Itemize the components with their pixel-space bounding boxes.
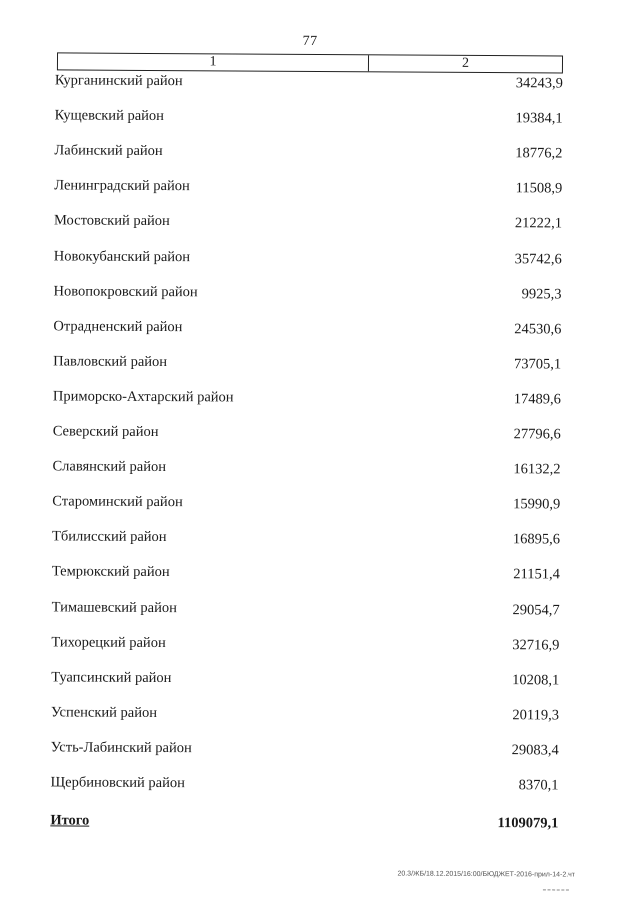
- table-row: [52, 492, 560, 515]
- district-name: Мостовский район: [53, 212, 170, 230]
- page-number: 77: [302, 33, 318, 49]
- district-name: Щербиновский район: [50, 774, 185, 792]
- district-value: 29054,7: [512, 601, 560, 618]
- district-name: Новопокровский район: [53, 282, 198, 300]
- district-value: 27796,6: [513, 426, 561, 443]
- district-value: 21151,4: [513, 566, 560, 583]
- district-name: Курганинский район: [54, 72, 183, 90]
- district-name: Староминский район: [52, 493, 183, 511]
- district-value: 24530,6: [514, 320, 562, 338]
- district-value: 18776,2: [515, 145, 563, 162]
- table-header-col-2: 2: [461, 55, 470, 71]
- district-value: 16132,2: [513, 461, 561, 478]
- district-name: Тимашевский район: [51, 598, 177, 616]
- district-value: 11508,9: [515, 180, 563, 197]
- table-row: [54, 281, 562, 304]
- district-value: 29083,4: [511, 742, 559, 759]
- table-row: [52, 456, 560, 479]
- table-row: [52, 562, 560, 585]
- table-row: [51, 772, 559, 795]
- footer-file-reference: 20.3/ЖБ/18.12.2015/16:00/БЮДЖЕТ-2016-прил-14-2.чт: [397, 870, 576, 879]
- district-name: Тбилисский район: [52, 528, 167, 546]
- district-name: Усть-Лабинский район: [50, 739, 192, 757]
- table-row: [53, 386, 561, 409]
- table-row: [51, 667, 559, 690]
- district-name: Успенский район: [50, 704, 158, 721]
- total-label: Итого: [50, 812, 90, 829]
- district-name: Лабинский район: [54, 142, 163, 160]
- table-row: [53, 351, 561, 374]
- district-name: Кущевский район: [54, 107, 164, 125]
- district-value: 15990,9: [513, 496, 561, 513]
- district-name: Темрюкский район: [51, 563, 170, 581]
- district-value: 34243,9: [515, 75, 563, 92]
- table-row: [51, 737, 559, 760]
- district-value: 73705,1: [513, 355, 562, 373]
- district-value: 32716,9: [512, 636, 560, 654]
- district-name: Туапсинский район: [51, 669, 172, 686]
- table-header-col-1: 1: [58, 53, 369, 71]
- district-value: 21222,1: [514, 215, 563, 232]
- total-value: 1109079,1: [497, 815, 559, 832]
- table-row: [55, 70, 563, 93]
- district-value: 20119,3: [512, 706, 560, 724]
- table-row: [55, 105, 563, 128]
- table-row: [54, 176, 562, 199]
- district-value: 35742,6: [514, 250, 562, 267]
- district-name: Тихорецкий район: [51, 633, 166, 651]
- table-row: [54, 211, 562, 234]
- table-row: [53, 316, 561, 339]
- district-value: 17489,6: [513, 391, 561, 408]
- district-name: Северский район: [52, 423, 159, 441]
- table-row: [54, 246, 562, 269]
- district-name: Новокубанский район: [53, 247, 191, 265]
- table-row: [53, 421, 561, 444]
- table-row: [51, 702, 559, 725]
- district-name: Павловский район: [53, 353, 168, 370]
- table-row: [52, 597, 560, 620]
- district-name: Славянский район: [52, 458, 167, 476]
- district-name: Ленинградский район: [54, 177, 190, 195]
- district-value: 9925,3: [521, 285, 562, 303]
- table-row: [52, 527, 560, 550]
- table-row: [51, 632, 559, 655]
- district-value: 16895,6: [512, 531, 561, 548]
- district-name: Приморско-Ахтарский район: [52, 388, 234, 406]
- district-name: Отрадненский район: [53, 318, 183, 335]
- footer-mark: [543, 889, 569, 891]
- district-value: 8370,1: [518, 777, 559, 794]
- district-value: 10208,1: [512, 671, 560, 689]
- district-value: 19384,1: [515, 110, 563, 127]
- total-row: [50, 810, 558, 833]
- table-row: [54, 141, 562, 164]
